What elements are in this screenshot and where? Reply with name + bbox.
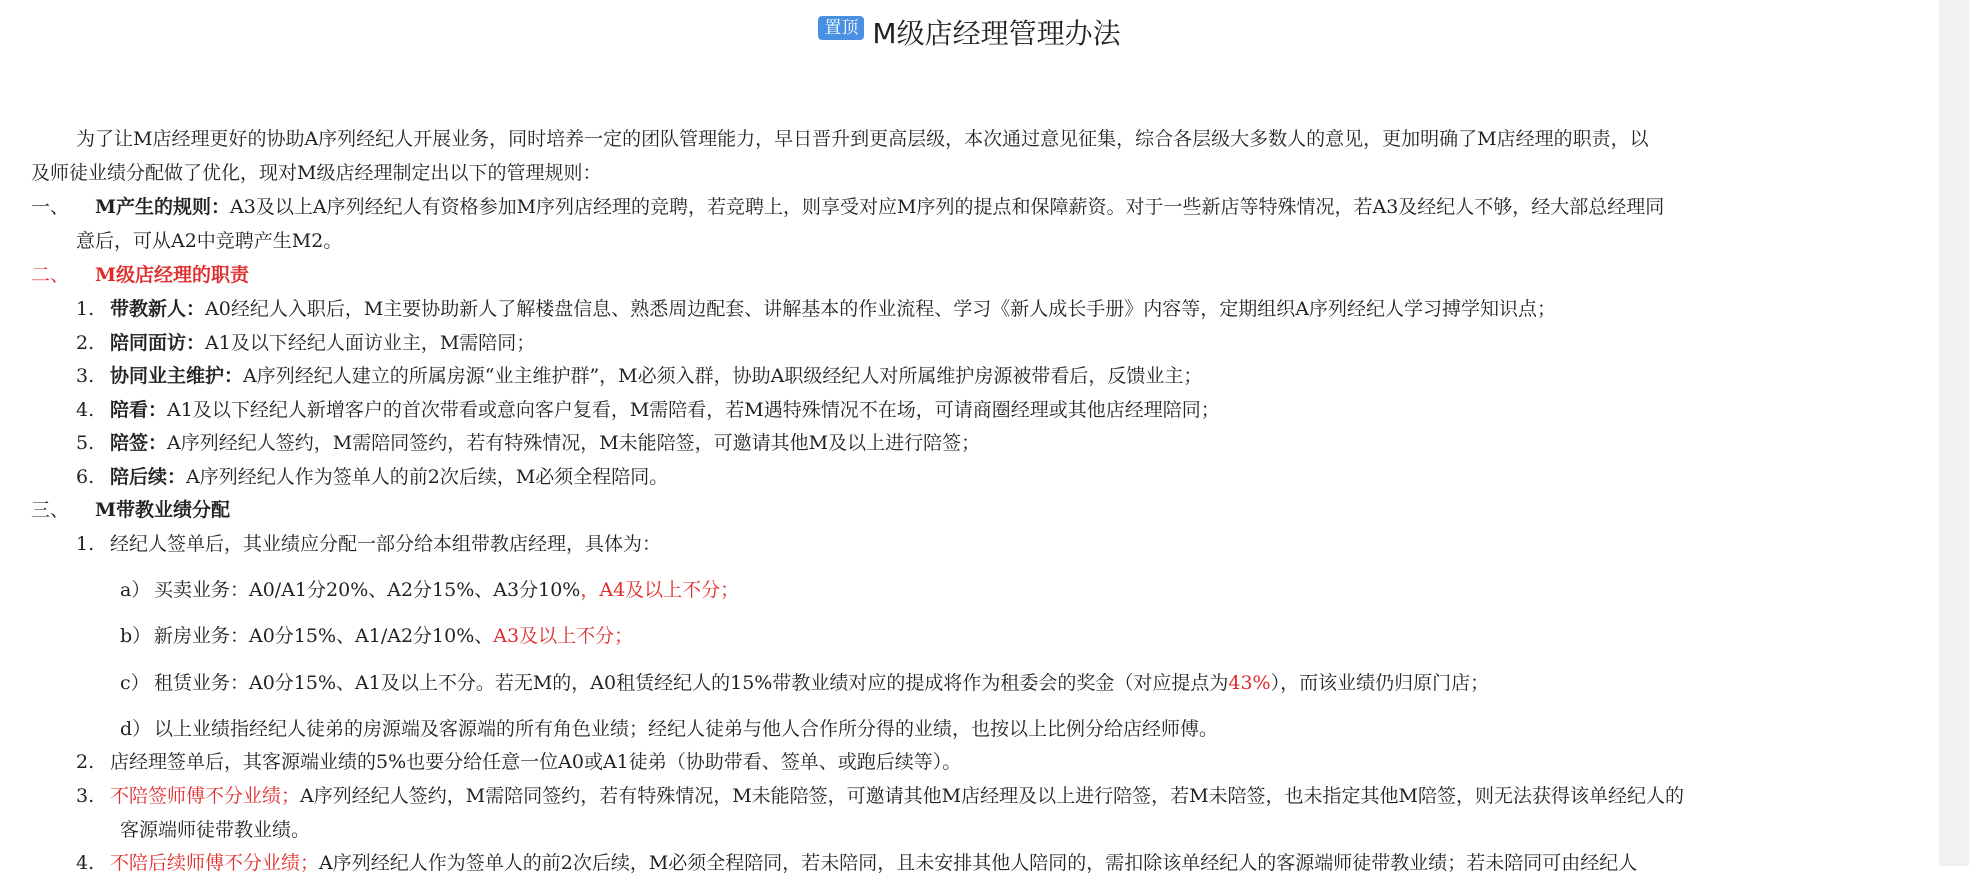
duty-item-1 xyxy=(76,295,1556,323)
sub-item-number: b） xyxy=(120,625,152,647)
sub-item-text: 买卖业务：A0/A1分20%、A2分15%、A3分10% xyxy=(154,579,581,601)
duty-text: A0经纪人入职后，M主要协助新人了解楼盘信息、熟悉周边配套、讲解基本的作业流程、学习《新人成长手册》内容等，定期组织A序列经纪人学习搏学知识点； xyxy=(205,298,1557,320)
sub-item-number: a） xyxy=(120,579,151,601)
duty-item-3 xyxy=(76,362,1202,390)
duty-item-2 xyxy=(76,329,535,357)
section-1-line-1 xyxy=(31,193,1664,221)
sub-item-text-after: ），而该业绩仍归原门店； xyxy=(1270,672,1490,694)
sub-item-highlight: ，A4及以上不分； xyxy=(580,579,740,601)
allocation-number: 1. xyxy=(76,533,95,555)
section-3-heading-line xyxy=(31,496,230,524)
duty-number: 6. xyxy=(76,466,95,488)
sub-item-highlight: A3及以上不分； xyxy=(493,625,634,647)
sub-item-c xyxy=(120,669,1489,697)
duty-number: 3. xyxy=(76,365,95,387)
allocation-text: A序列经纪人作为签单人的前2次后续，M必须全程陪同，若未陪同，且未安排其他人陪同的，需扣除该单经纪人的客源端师徒带教业绩；若未陪同可由经纪人 xyxy=(319,852,1638,874)
intro-line-1: 为了让M店经理更好的协助A序列经纪人开展业务，同时培养一定的团队管理能力，早日晋升到更高层级，本次通过意见征集，综合各层级大多数人的意见，更加明确了M店经理的职责，以 xyxy=(76,128,1649,150)
duty-text: A1及以下经纪人新增客户的首次带看或意向客户复看，M需陪看，若M遇特殊情况不在场，可请商圈经理或其他店经理陪同； xyxy=(167,399,1220,421)
section-1-index: 一、 xyxy=(31,196,70,218)
section-3-index: 三、 xyxy=(31,499,70,521)
allocation-item-1 xyxy=(76,530,661,558)
allocation-item-3 xyxy=(76,782,1684,810)
allocation-highlight: 不陪后续师傅不分业绩； xyxy=(110,852,320,874)
duty-label: 陪同面访： xyxy=(110,332,206,354)
section-2-heading: M级店经理的职责 xyxy=(95,264,250,286)
allocation-highlight: 不陪签师傅不分业绩； xyxy=(110,785,301,807)
allocation-number: 2. xyxy=(76,751,95,773)
allocation-text: A序列经纪人签约，M需陪同签约，若有特殊情况，M未能陪签，可邀请其他M店经理及以上进行陪签，若M未陪签，也未指定其他M陪签，则无法获得该单经纪人的 xyxy=(300,785,1685,807)
allocation-text: 经纪人签单后，其业绩应分配一部分给本组带教店经理，具体为： xyxy=(110,533,662,555)
intro-line-2: 及师徒业绩分配做了优化，现对M级店经理制定出以下的管理规则： xyxy=(31,162,602,184)
duty-text: A序列经纪人作为签单人的前2次后续，M必须全程陪同。 xyxy=(186,466,669,488)
allocation-number: 4. xyxy=(76,852,95,874)
section-1-line-2: 意后，可从A2中竞聘产生M2。 xyxy=(76,230,343,252)
duty-item-6 xyxy=(76,463,668,491)
page-scrollbar[interactable] xyxy=(1939,0,1969,866)
allocation-item-3-cont: 客源端师徒带教业绩。 xyxy=(120,819,311,841)
duty-number: 1. xyxy=(76,298,95,320)
duty-item-4 xyxy=(76,396,1220,424)
duty-text: A1及以下经纪人面访业主，M需陪同； xyxy=(205,332,536,354)
sub-item-a xyxy=(120,576,739,604)
section-1-text: A3及以上A序列经纪人有资格参加M序列店经理的竞聘，若竞聘上，则享受对应M序列的提点和保障薪资。对于一些新店等特殊情况，若A3及经纪人不够，经大部总经理同 xyxy=(230,196,1665,218)
allocation-number: 3. xyxy=(76,785,95,807)
duty-item-5 xyxy=(76,429,980,457)
duty-label: 陪看： xyxy=(110,399,168,421)
duty-label: 陪后续： xyxy=(110,466,187,488)
sub-item-number: d） xyxy=(120,718,152,740)
duty-number: 5. xyxy=(76,432,95,454)
allocation-item-2 xyxy=(76,748,961,776)
sub-item-text: 租赁业务：A0分15%、A1及以上不分。若无M的，A0租赁经纪人的15%带教业绩对应的提成将作为租委会的奖金（对应提点为 xyxy=(154,672,1229,694)
section-1-heading: M产生的规则： xyxy=(95,196,231,218)
duty-number: 4. xyxy=(76,399,95,421)
title-row xyxy=(0,14,1939,54)
duty-label: 协同业主维护： xyxy=(110,365,244,387)
sub-item-text: 新房业务：A0分15%、A1/A2分10%、 xyxy=(154,625,494,647)
sub-item-d xyxy=(120,715,1218,743)
section-2-index: 二、 xyxy=(31,264,70,286)
duty-text: A序列经纪人建立的所属房源“业主维护群”，M必须入群，协助A职级经纪人对所属维护房源被带看后，反馈业主； xyxy=(243,365,1203,387)
sub-item-text: 以上业绩指经纪人徒弟的房源端及客源端的所有角色业绩；经纪人徒弟与他人合作所分得的业绩，也按以上比例分给店经师傅。 xyxy=(154,718,1219,740)
sub-item-highlight: 43% xyxy=(1228,672,1271,694)
duty-label: 带教新人： xyxy=(110,298,206,320)
pinned-badge: 置顶 xyxy=(818,16,864,40)
sub-item-number: c） xyxy=(120,672,150,694)
duty-text: A序列经纪人签约，M需陪同签约，若有特殊情况，M未能陪签，可邀请其他M及以上进行陪签； xyxy=(167,432,981,454)
section-3-heading: M带教业绩分配 xyxy=(95,499,231,521)
allocation-item-4 xyxy=(76,849,1637,877)
page-title: M级店经理管理办法 xyxy=(872,17,1121,50)
duty-number: 2. xyxy=(76,332,95,354)
section-2-heading-line xyxy=(31,261,249,289)
duty-label: 陪签： xyxy=(110,432,168,454)
sub-item-b xyxy=(120,622,633,650)
allocation-text: 店经理签单后，其客源端业绩的5%也要分给任意一位A0或A1徒弟（协助带看、签单、或跑后续等）。 xyxy=(110,751,962,773)
